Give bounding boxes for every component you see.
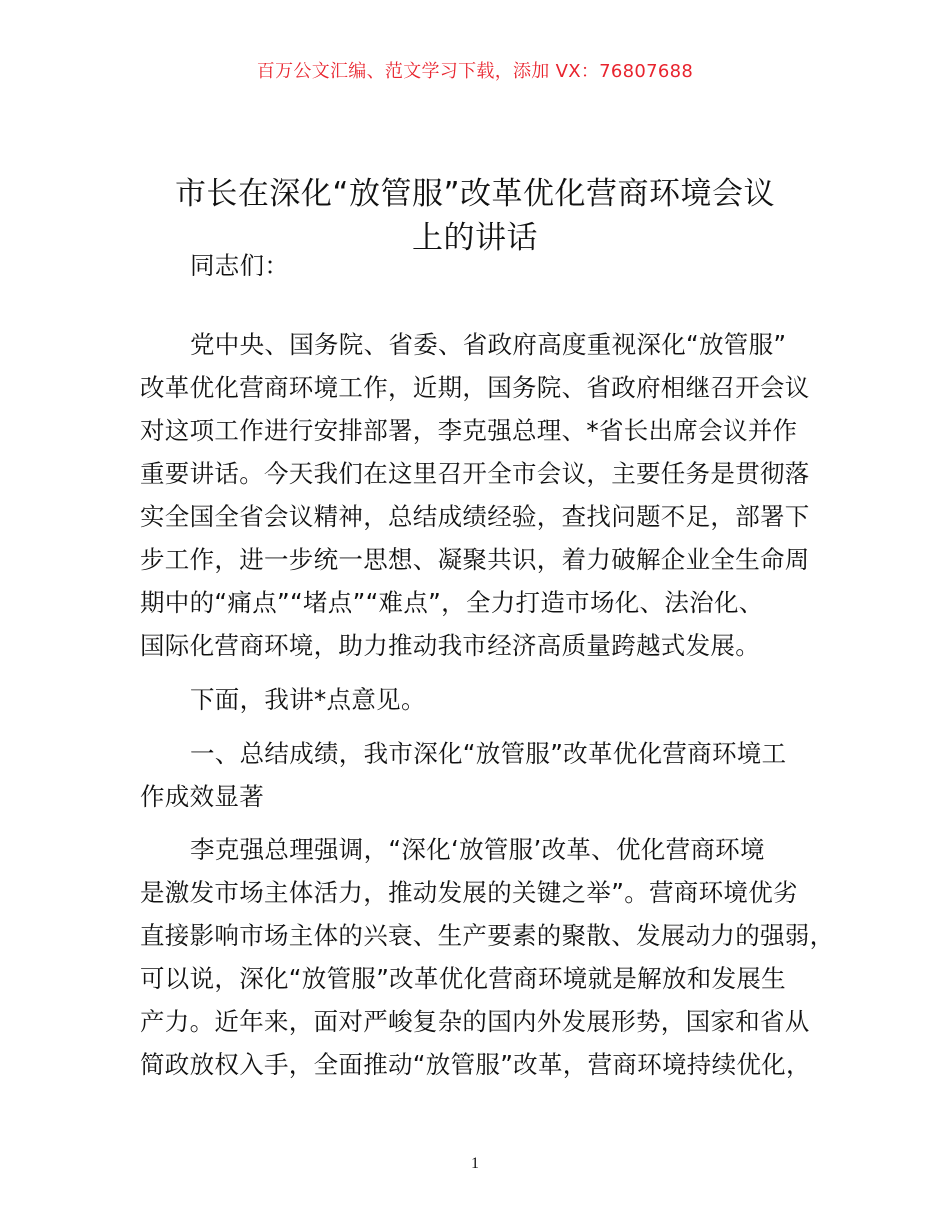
text-line: 国际化营商环境，助力推动我市经济高质量跨越式发展。 bbox=[140, 631, 760, 660]
salutation: 同志们： bbox=[190, 251, 290, 280]
heading-line: 一、总结成绩，我市深化“放管服”改革优化营商环境工 bbox=[190, 739, 787, 768]
text-line: 简政放权入手，全面推动“放管服”改革，营商环境持续优化， bbox=[140, 1050, 811, 1079]
text-line: 实全国全省会议精神，总结成绩经验，查找问题不足，部署下 bbox=[140, 502, 810, 531]
text-line: 党中央、国务院、省委、省政府高度重视深化“放管服” bbox=[190, 330, 787, 359]
text-line: 产力。近年来，面对严峻复杂的国内外发展形势，国家和省从 bbox=[140, 1007, 810, 1036]
document-title-line-1: 市长在深化“放管服”改革优化营商环境会议 bbox=[174, 176, 776, 212]
text-line: 改革优化营商环境工作，近期，国务院、省政府相继召开会议 bbox=[140, 373, 810, 402]
text-line: 期中的“痛点”“堵点”“难点”，全力打造市场化、法治化、 bbox=[140, 588, 764, 617]
text-line: 是激发市场主体活力，推动发展的关键之举”。营商环境优劣 bbox=[140, 878, 798, 907]
text-line: 可以说，深化“放管服”改革优化营商环境就是解放和发展生 bbox=[140, 964, 786, 993]
text-line: 重要讲话。今天我们在这里召开全市会议，主要任务是贯彻落 bbox=[140, 459, 810, 488]
text-line: 对这项工作进行安排部署，李克强总理、*省长出席会议并作 bbox=[140, 416, 798, 445]
text-line: 李克强总理强调，“深化‘放管服’改革、优化营商环境 bbox=[190, 835, 765, 864]
paragraph-2: 下面，我讲*点意见。 bbox=[190, 685, 426, 714]
document-title-line-2: 上的讲话 bbox=[412, 220, 538, 256]
heading-line: 作成效显著 bbox=[140, 782, 264, 811]
page-number: 1 bbox=[471, 1155, 479, 1172]
watermark-header: 百万公文汇编、范文学习下载，添加 VX：76807688 bbox=[256, 61, 694, 82]
text-line: 步工作，进一步统一思想、凝聚共识，着力破解企业全生命周 bbox=[140, 545, 810, 574]
text-line: 直接影响市场主体的兴衰、生产要素的聚散、发展动力的强弱， bbox=[140, 921, 835, 950]
